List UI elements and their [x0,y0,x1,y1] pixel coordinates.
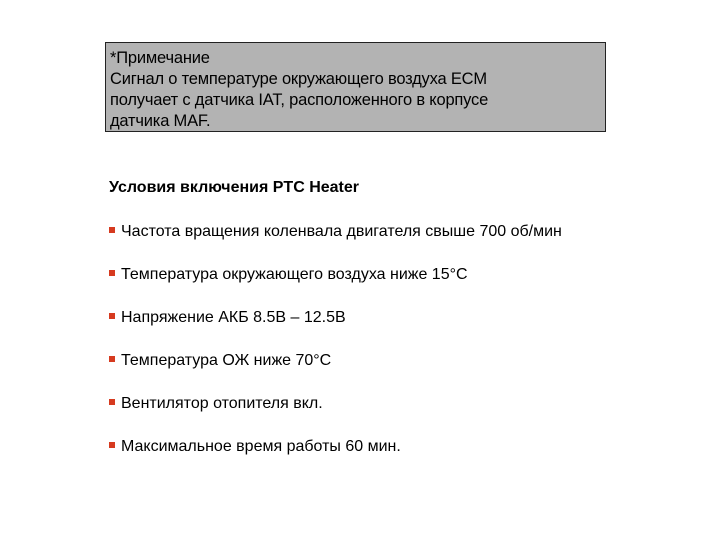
note-title: *Примечание [110,49,210,67]
condition-text: Температура окружающего воздуха ниже 15°С [121,266,468,283]
bullet-icon [109,442,115,448]
condition-text: Вентилятор отопителя вкл. [121,395,323,412]
condition-item [109,265,562,308]
note-text-line: Сигнал о температуре окружающего воздуха ECM [110,70,487,88]
condition-item [109,394,562,437]
note-box [105,42,606,132]
note-text-line: получает с датчика IAT, расположенного в корпусе [110,91,489,109]
note-text-line: датчика MAF. [110,112,211,130]
condition-text: Температура ОЖ ниже 70°С [121,352,332,369]
condition-item [109,351,562,394]
conditions-list [109,222,562,480]
bullet-icon [109,356,115,362]
bullet-icon [109,399,115,405]
condition-text: Частота вращения коленвала двигателя свыше 700 об/мин [121,223,562,240]
bullet-icon [109,313,115,319]
condition-text: Максимальное время работы 60 мин. [121,438,401,455]
bullet-icon [109,270,115,276]
condition-item [109,437,562,480]
condition-text: Напряжение АКБ 8.5В – 12.5В [121,309,346,326]
condition-item [109,222,562,265]
conditions-heading: Условия включения PTC Heater [109,179,359,196]
condition-item [109,308,562,351]
bullet-icon [109,227,115,233]
